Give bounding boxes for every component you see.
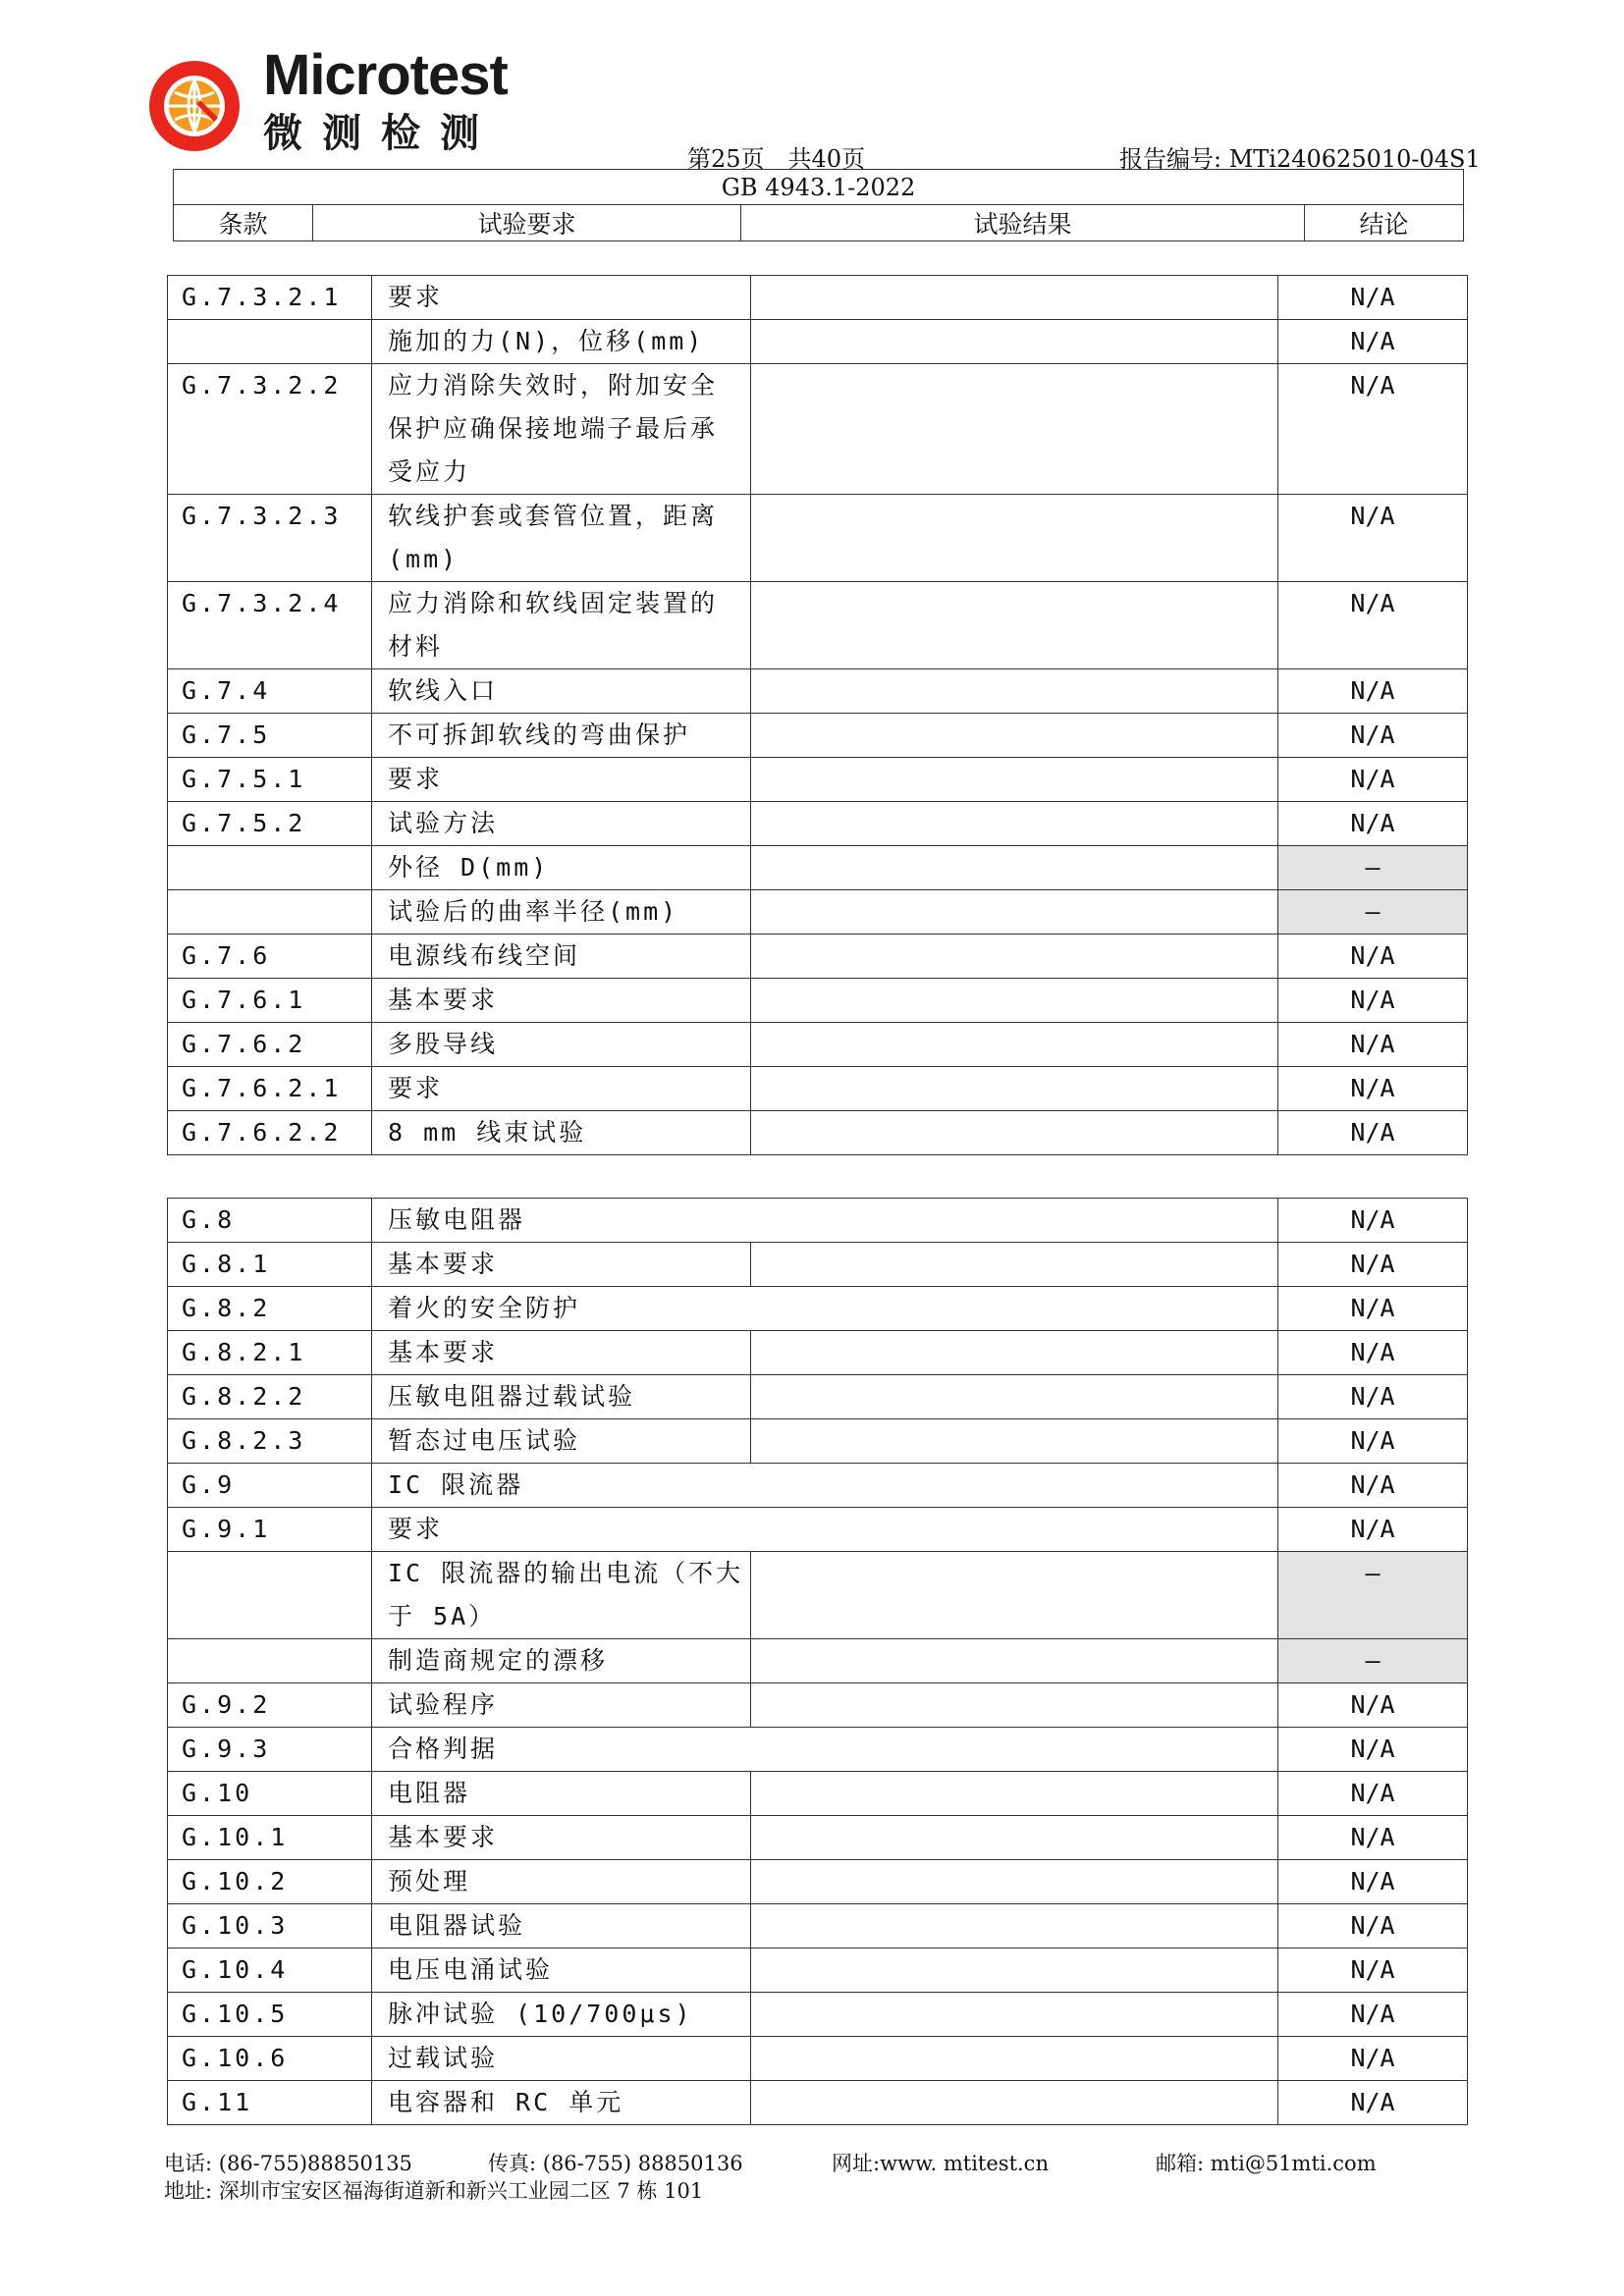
table-row (168, 582, 1468, 669)
requirement-cell: 试验后的曲率半径(mm) (372, 890, 751, 934)
verdict-cell: N/A (1278, 802, 1468, 846)
clause-cell: G.11 (168, 2081, 372, 2125)
result-cell (751, 714, 1278, 758)
requirement-cell: 应力消除和软线固定装置的材料 (372, 582, 751, 669)
clause-cell (168, 320, 372, 364)
result-cell (751, 2081, 1278, 2125)
report-number: 报告编号: MTi240625010-04S1 (1119, 145, 1481, 173)
clause-cell: G.10 (168, 1772, 372, 1816)
table-row (168, 2081, 1468, 2125)
requirement-cell: 基本要求 (372, 979, 751, 1023)
clause-cell: G.8.2.2 (168, 1375, 372, 1419)
verdict-cell: N/A (1278, 2081, 1468, 2125)
table-row (168, 890, 1468, 934)
verdict-cell: N/A (1278, 979, 1468, 1023)
table-row (168, 276, 1468, 320)
requirement-cell: 压敏电阻器过载试验 (372, 1375, 751, 1419)
table-row (168, 1772, 1468, 1816)
requirement-cell: 压敏电阻器 (372, 1199, 1278, 1243)
verdict-cell: N/A (1278, 1243, 1468, 1287)
microtest-logo-icon (145, 57, 244, 155)
clause-cell: G.10.6 (168, 2037, 372, 2081)
table-row (168, 1816, 1468, 1860)
result-cell (751, 1639, 1278, 1683)
clause-cell: G.8.2.3 (168, 1419, 372, 1464)
requirement-cell: 电阻器试验 (372, 1904, 751, 1949)
clause-cell (168, 846, 372, 890)
result-cell (751, 1243, 1278, 1287)
verdict-cell: — (1278, 1552, 1468, 1639)
result-cell (751, 802, 1278, 846)
table-row (168, 1067, 1468, 1111)
requirement-cell: 软线护套或套管位置，距离(mm) (372, 495, 751, 582)
result-cell (751, 276, 1278, 320)
clause-cell: G.7.6.2.2 (168, 1111, 372, 1155)
table-row (168, 1639, 1468, 1683)
table-row (168, 934, 1468, 979)
verdict-cell: N/A (1278, 1772, 1468, 1816)
table-row (168, 1904, 1468, 1949)
table-row (168, 758, 1468, 802)
clause-cell: G.7.4 (168, 669, 372, 714)
table-row (168, 1287, 1468, 1331)
result-cell (751, 1331, 1278, 1375)
table-row (168, 1552, 1468, 1639)
footer-fax: 传真: (86-755) 88850136 (488, 2152, 743, 2175)
table-row (168, 669, 1468, 714)
verdict-cell: N/A (1278, 1023, 1468, 1067)
verdict-cell: N/A (1278, 1111, 1468, 1155)
requirement-cell: 过载试验 (372, 2037, 751, 2081)
result-cell (751, 2037, 1278, 2081)
result-cell (751, 1860, 1278, 1904)
brand-name-cn: 微测检测 (263, 111, 499, 156)
verdict-cell: N/A (1278, 2037, 1468, 2081)
table-row (168, 1243, 1468, 1287)
verdict-cell: N/A (1278, 1199, 1468, 1243)
result-cell (751, 890, 1278, 934)
result-cell (751, 1419, 1278, 1464)
clause-cell (168, 1639, 372, 1683)
result-cell (751, 1772, 1278, 1816)
table-row (168, 979, 1468, 1023)
clause-cell: G.7.3.2.3 (168, 495, 372, 582)
clause-cell: G.8.2.1 (168, 1331, 372, 1375)
brand-name-en: Microtest (263, 43, 508, 107)
requirement-cell: IC 限流器的输出电流（不大于 5A） (372, 1552, 751, 1639)
requirement-cell: 外径 D(mm) (372, 846, 751, 890)
verdict-cell: N/A (1278, 1331, 1468, 1375)
clause-cell: G.7.3.2.1 (168, 276, 372, 320)
clause-cell: G.7.5.1 (168, 758, 372, 802)
requirement-cell: 软线入口 (372, 669, 751, 714)
requirement-cell: 基本要求 (372, 1816, 751, 1860)
result-cell (751, 846, 1278, 890)
requirement-cell: IC 限流器 (372, 1464, 1278, 1508)
verdict-cell: N/A (1278, 1508, 1468, 1552)
requirement-cell: 试验程序 (372, 1683, 751, 1728)
footer-address: 地址: 深圳市宝安区福海街道新和新兴工业园二区 7 栋 101 (164, 2179, 704, 2203)
clause-cell: G.7.6 (168, 934, 372, 979)
requirement-cell: 要求 (372, 1067, 751, 1111)
clause-cell: G.7.6.1 (168, 979, 372, 1023)
verdict-cell: N/A (1278, 1728, 1468, 1772)
verdict-cell: N/A (1278, 582, 1468, 669)
table-row (168, 1023, 1468, 1067)
verdict-cell: — (1278, 846, 1468, 890)
clause-cell: G.7.6.2 (168, 1023, 372, 1067)
verdict-cell: N/A (1278, 1464, 1468, 1508)
result-cell (751, 1683, 1278, 1728)
requirement-cell: 基本要求 (372, 1331, 751, 1375)
requirement-cell: 基本要求 (372, 1243, 751, 1287)
result-cell (751, 1375, 1278, 1419)
verdict-cell: N/A (1278, 1287, 1468, 1331)
result-cell (751, 1023, 1278, 1067)
result-cell (751, 669, 1278, 714)
table-row (168, 364, 1468, 495)
verdict-cell: N/A (1278, 1683, 1468, 1728)
requirement-cell: 施加的力(N)，位移(mm) (372, 320, 751, 364)
clause-cell: G.10.5 (168, 1993, 372, 2037)
requirement-cell: 不可拆卸软线的弯曲保护 (372, 714, 751, 758)
result-cell (751, 1552, 1278, 1639)
requirement-cell: 电阻器 (372, 1772, 751, 1816)
footer-tel: 电话: (86-755)88850135 (164, 2152, 412, 2175)
clause-cell: G.7.3.2.4 (168, 582, 372, 669)
verdict-cell: N/A (1278, 1419, 1468, 1464)
verdict-cell: — (1278, 890, 1468, 934)
table-row (168, 1683, 1468, 1728)
table-row (168, 714, 1468, 758)
result-cell (751, 1904, 1278, 1949)
clause-cell: G.9.1 (168, 1508, 372, 1552)
verdict-cell: N/A (1278, 758, 1468, 802)
requirement-cell: 预处理 (372, 1860, 751, 1904)
clause-cell: G.10.4 (168, 1949, 372, 1993)
table-row (168, 1199, 1468, 1243)
header-table (173, 169, 1464, 241)
requirement-cell: 着火的安全防护 (372, 1287, 1278, 1331)
column-header-clause: 条款 (174, 205, 313, 241)
requirement-cell: 合格判据 (372, 1728, 1278, 1772)
requirement-cell: 要求 (372, 276, 751, 320)
verdict-cell: N/A (1278, 1949, 1468, 1993)
page-number: 第25页 共40页 (687, 145, 866, 173)
requirement-cell: 电压电涌试验 (372, 1949, 751, 1993)
table-row (168, 802, 1468, 846)
verdict-cell: N/A (1278, 1816, 1468, 1860)
result-cell (751, 1111, 1278, 1155)
clause-cell: G.10.2 (168, 1860, 372, 1904)
table-row (168, 320, 1468, 364)
result-cell (751, 934, 1278, 979)
result-cell (751, 320, 1278, 364)
verdict-cell: N/A (1278, 276, 1468, 320)
clause-cell: G.9 (168, 1464, 372, 1508)
clause-cell: G.7.3.2.2 (168, 364, 372, 495)
requirement-cell: 试验方法 (372, 802, 751, 846)
requirement-cell: 电容器和 RC 单元 (372, 2081, 751, 2125)
table-row (168, 1375, 1468, 1419)
clause-cell: G.10.3 (168, 1904, 372, 1949)
clause-cell: G.9.2 (168, 1683, 372, 1728)
requirement-cell: 制造商规定的漂移 (372, 1639, 751, 1683)
verdict-cell: N/A (1278, 934, 1468, 979)
footer-email: 邮箱: mti@51mti.com (1156, 2152, 1377, 2175)
clause-cell: G.7.6.2.1 (168, 1067, 372, 1111)
table-row (168, 2037, 1468, 2081)
column-header-result: 试验结果 (741, 205, 1305, 241)
verdict-cell: — (1278, 1639, 1468, 1683)
verdict-cell: N/A (1278, 714, 1468, 758)
clause-cell: G.8.2 (168, 1287, 372, 1331)
table-row (168, 1419, 1468, 1464)
column-header-verdict: 结论 (1305, 205, 1464, 241)
requirement-cell: 电源线布线空间 (372, 934, 751, 979)
clause-cell: G.7.5.2 (168, 802, 372, 846)
requirement-cell: 要求 (372, 758, 751, 802)
verdict-cell: N/A (1278, 1993, 1468, 2037)
verdict-cell: N/A (1278, 364, 1468, 495)
verdict-cell: N/A (1278, 1904, 1468, 1949)
verdict-cell: N/A (1278, 669, 1468, 714)
verdict-cell: N/A (1278, 1375, 1468, 1419)
table-row (168, 1728, 1468, 1772)
requirement-cell: 暂态过电压试验 (372, 1419, 751, 1464)
clause-cell: G.8 (168, 1199, 372, 1243)
result-cell (751, 758, 1278, 802)
clause-table-1 (167, 275, 1468, 1155)
requirement-cell: 应力消除失效时，附加安全保护应确保接地端子最后承受应力 (372, 364, 751, 495)
result-cell (751, 1816, 1278, 1860)
clause-cell: G.9.3 (168, 1728, 372, 1772)
result-cell (751, 1949, 1278, 1993)
requirement-cell: 8 mm 线束试验 (372, 1111, 751, 1155)
verdict-cell: N/A (1278, 320, 1468, 364)
clause-cell (168, 1552, 372, 1639)
verdict-cell: N/A (1278, 1860, 1468, 1904)
table-row (168, 1860, 1468, 1904)
column-header-requirement: 试验要求 (313, 205, 741, 241)
table-row (168, 1993, 1468, 2037)
requirement-cell: 脉冲试验 (10/700μs) (372, 1993, 751, 2037)
table-row (168, 1331, 1468, 1375)
clause-cell: G.10.1 (168, 1816, 372, 1860)
clause-cell (168, 890, 372, 934)
footer-web: 网址:www. mtitest.cn (832, 2152, 1049, 2175)
table-row (168, 846, 1468, 890)
requirement-cell: 多股导线 (372, 1023, 751, 1067)
result-cell (751, 582, 1278, 669)
table-row (168, 1464, 1468, 1508)
result-cell (751, 1993, 1278, 2037)
clause-cell: G.8.1 (168, 1243, 372, 1287)
verdict-cell: N/A (1278, 1067, 1468, 1111)
requirement-cell: 要求 (372, 1508, 1278, 1552)
clause-cell: G.7.5 (168, 714, 372, 758)
result-cell (751, 979, 1278, 1023)
table-row (168, 495, 1468, 582)
clause-table-2 (167, 1198, 1468, 2125)
result-cell (751, 364, 1278, 495)
table-row (168, 1111, 1468, 1155)
table-row (168, 1949, 1468, 1993)
result-cell (751, 1067, 1278, 1111)
result-cell (751, 495, 1278, 582)
table-row (168, 1508, 1468, 1552)
verdict-cell: N/A (1278, 495, 1468, 582)
standard-title: GB 4943.1-2022 (174, 170, 1464, 205)
